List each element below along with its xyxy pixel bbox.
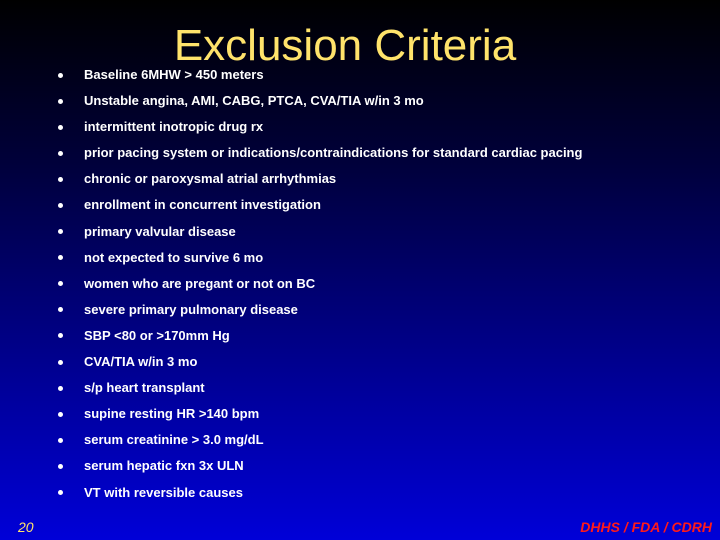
bullet-text: CVA/TIA w/in 3 mo xyxy=(84,354,198,370)
list-item xyxy=(58,323,582,349)
footer-organization: DHHS / FDA / CDRH xyxy=(580,519,712,535)
bullet-text: VT with reversible causes xyxy=(84,484,243,500)
bullet-text: SBP <80 or >170mm Hg xyxy=(84,327,230,343)
bullet-text: chronic or paroxysmal atrial arrhythmias xyxy=(84,171,337,187)
bullet-icon xyxy=(58,99,63,104)
list-item xyxy=(58,349,582,375)
slide-number: 20 xyxy=(18,519,34,535)
bullet-icon xyxy=(58,333,63,338)
bullet-icon xyxy=(58,307,63,312)
bullet-icon xyxy=(58,229,63,234)
bullet-text: women who are pregant or not on BC xyxy=(84,275,316,291)
bullet-text: prior pacing system or indications/contraindications for standard cardiac pacing xyxy=(84,145,583,161)
list-item xyxy=(58,88,582,114)
list-item xyxy=(58,166,582,192)
bullet-text: severe primary pulmonary disease xyxy=(84,301,298,317)
bullet-icon xyxy=(58,151,63,156)
bullet-text: serum creatinine > 3.0 mg/dL xyxy=(84,432,264,448)
list-item xyxy=(58,245,582,271)
bullet-text: enrollment in concurrent investigation xyxy=(84,197,321,213)
list-item xyxy=(58,453,582,479)
bullet-icon xyxy=(58,73,63,78)
list-item xyxy=(58,140,582,166)
bullet-text: intermittent inotropic drug rx xyxy=(84,119,264,135)
list-item xyxy=(58,401,582,427)
list-item xyxy=(58,271,582,297)
list-item xyxy=(58,219,582,245)
bullet-icon xyxy=(58,490,63,495)
bullet-text: Baseline 6MHW > 450 meters xyxy=(84,67,264,82)
bullet-icon xyxy=(58,177,63,182)
bullet-icon xyxy=(58,464,63,469)
list-item xyxy=(58,297,582,323)
bullet-icon xyxy=(58,255,63,260)
bullet-icon xyxy=(58,438,63,443)
bullet-list xyxy=(58,62,582,506)
slide-title: Exclusion Criteria xyxy=(173,21,517,70)
bullet-icon xyxy=(58,125,63,130)
bullet-text: s/p heart transplant xyxy=(84,380,205,396)
list-item xyxy=(58,375,582,401)
bullet-text: primary valvular disease xyxy=(84,223,236,239)
bullet-icon xyxy=(58,360,63,365)
list-item xyxy=(58,427,582,453)
list-item xyxy=(58,114,582,140)
bullet-icon xyxy=(58,281,63,286)
list-item xyxy=(58,480,582,506)
bullet-icon xyxy=(58,203,63,208)
bullet-text: not expected to survive 6 mo xyxy=(84,249,264,265)
bullet-text: Unstable angina, AMI, CABG, PTCA, CVA/TIA w/in 3 mo xyxy=(84,93,424,109)
bullet-text: supine resting HR >140 bpm xyxy=(84,406,260,422)
list-item xyxy=(58,192,582,218)
bullet-icon xyxy=(58,386,63,391)
bullet-icon xyxy=(58,412,63,417)
bullet-text: serum hepatic fxn 3x ULN xyxy=(84,458,244,474)
